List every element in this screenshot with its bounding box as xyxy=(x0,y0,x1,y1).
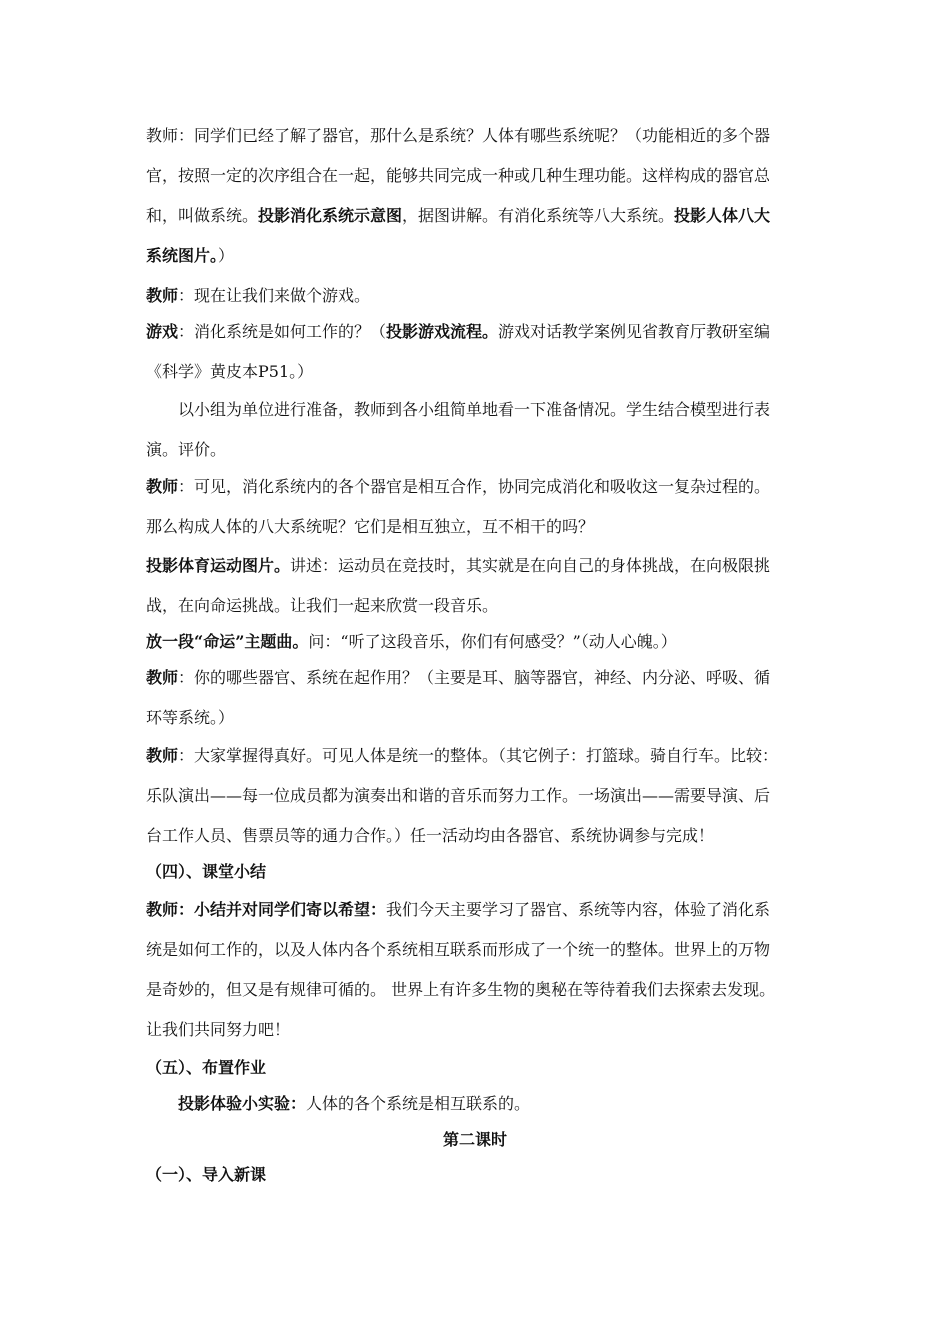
speaker-label: 教师 xyxy=(146,477,179,496)
lesson-title xyxy=(0,1130,950,1150)
speaker-label: 游戏 xyxy=(146,322,179,341)
text: 人体的各个系统是相互联系的。 xyxy=(306,1094,531,1113)
paragraph-line xyxy=(146,517,816,537)
text: 《科学》黄皮本P51。） xyxy=(146,362,314,381)
speaker-label: 教师 xyxy=(146,286,179,305)
paragraph-line xyxy=(146,246,816,266)
paragraph-line xyxy=(146,786,816,806)
bold-text: 系统图片。 xyxy=(146,246,219,265)
text: ） xyxy=(218,246,235,265)
paragraph-line xyxy=(146,746,816,766)
text: 演。评价。 xyxy=(146,440,227,459)
text: 问：“听了这段音乐，你们有何感受？”（动人心魄。） xyxy=(308,632,677,651)
text: ：消化系统是如何工作的？（ xyxy=(178,322,387,341)
paragraph-line xyxy=(146,477,816,497)
text: ：现在让我们来做个游戏。 xyxy=(178,286,371,305)
text: ：大家掌握得真好。可见人体是统一的整体。（其它例子：打篮球。骑自行车。比较： xyxy=(178,746,779,765)
paragraph-line xyxy=(178,1094,848,1114)
paragraph-line xyxy=(146,900,816,920)
text: 台工作人员、售票员等的通力合作。）任一活动均由各器官、系统协调参与完成！ xyxy=(146,826,715,845)
paragraph-line xyxy=(146,826,816,846)
text: ，据图讲解。有消化系统等八大系统。 xyxy=(402,206,675,225)
paragraph-line xyxy=(146,556,816,576)
paragraph-line xyxy=(146,708,816,728)
heading-text: （五）、布置作业 xyxy=(146,1058,267,1077)
bold-text: 放一段“命运”主题曲。 xyxy=(146,632,309,651)
heading-text: （四）、课堂小结 xyxy=(146,862,267,881)
text: 环等系统。） xyxy=(146,708,235,727)
bold-text: 投影游戏流程。 xyxy=(386,322,499,341)
bold-text: 投影人体八大 xyxy=(674,206,771,225)
paragraph-line xyxy=(146,596,816,616)
paragraph-line xyxy=(146,1020,816,1040)
speaker-label: 教师 xyxy=(146,668,179,687)
bold-text: 投影体育运动图片。 xyxy=(146,556,291,575)
text: 统是如何工作的，以及人体内各个系统相互联系而形成了一个统一的整体。世界上的万物 xyxy=(146,940,771,959)
paragraph-line xyxy=(146,322,816,342)
paragraph-line xyxy=(146,668,816,688)
text: 让我们共同努力吧！ xyxy=(146,1020,291,1039)
text: ：可见，消化系统内的各个器官是相互合作，协同完成消化和吸收这一复杂过程的。 xyxy=(178,477,771,496)
bold-text: 教师：小结并对同学们寄以希望： xyxy=(146,900,387,919)
text: 是奇妙的，但又是有规律可循的。 世界上有许多生物的奥秘在等待着我们去探索去发现。 xyxy=(146,980,776,999)
text: ：你的哪些器官、系统在起作用？（主要是耳、脑等器官，神经、内分泌、呼吸、循 xyxy=(178,668,771,687)
lesson-title-text: 第二课时 xyxy=(442,1130,507,1149)
paragraph-line xyxy=(146,126,816,146)
section-heading xyxy=(146,1165,816,1185)
paragraph-line xyxy=(178,400,848,420)
section-heading xyxy=(146,862,816,882)
paragraph-line xyxy=(146,166,816,186)
text: 战，在向命运挑战。让我们一起来欣赏一段音乐。 xyxy=(146,596,499,615)
text: 乐队演出——每一位成员都为演奏出和谐的音乐而努力工作。一场演出——需要导演、后 xyxy=(146,786,771,805)
paragraph-line xyxy=(146,980,816,1000)
heading-text: （一）、导入新课 xyxy=(146,1165,267,1184)
text: 我们今天主要学习了器官、系统等内容，体验了消化系 xyxy=(386,900,771,919)
speaker-label: 教师 xyxy=(146,746,179,765)
paragraph-line xyxy=(146,940,816,960)
paragraph-line xyxy=(146,206,816,226)
text: 和，叫做系统。 xyxy=(146,206,259,225)
text: 游戏对话教学案例见省教育厅教研室编 xyxy=(498,322,771,341)
text: 官，按照一定的次序组合在一起，能够共同完成一种或几种生理功能。这样构成的器官总 xyxy=(146,166,771,185)
text: 那么构成人体的八大系统呢？它们是相互独立，互不相干的吗？ xyxy=(146,517,595,536)
bold-text: 投影体验小实验： xyxy=(178,1094,307,1113)
section-heading xyxy=(146,1058,816,1078)
paragraph-line xyxy=(146,362,816,382)
paragraph-line xyxy=(146,440,816,460)
text: 教师：同学们已经了解了器官，那什么是系统？人体有哪些系统呢？（功能相近的多个器 xyxy=(146,126,771,145)
text: 以小组为单位进行准备，教师到各小组简单地看一下准备情况。学生结合模型进行表 xyxy=(178,400,771,419)
paragraph-line xyxy=(146,286,816,306)
paragraph-line xyxy=(146,632,816,652)
bold-text: 投影消化系统示意图 xyxy=(258,206,403,225)
text: 讲述：运动员在竞技时，其实就是在向自己的身体挑战，在向极限挑 xyxy=(290,556,771,575)
